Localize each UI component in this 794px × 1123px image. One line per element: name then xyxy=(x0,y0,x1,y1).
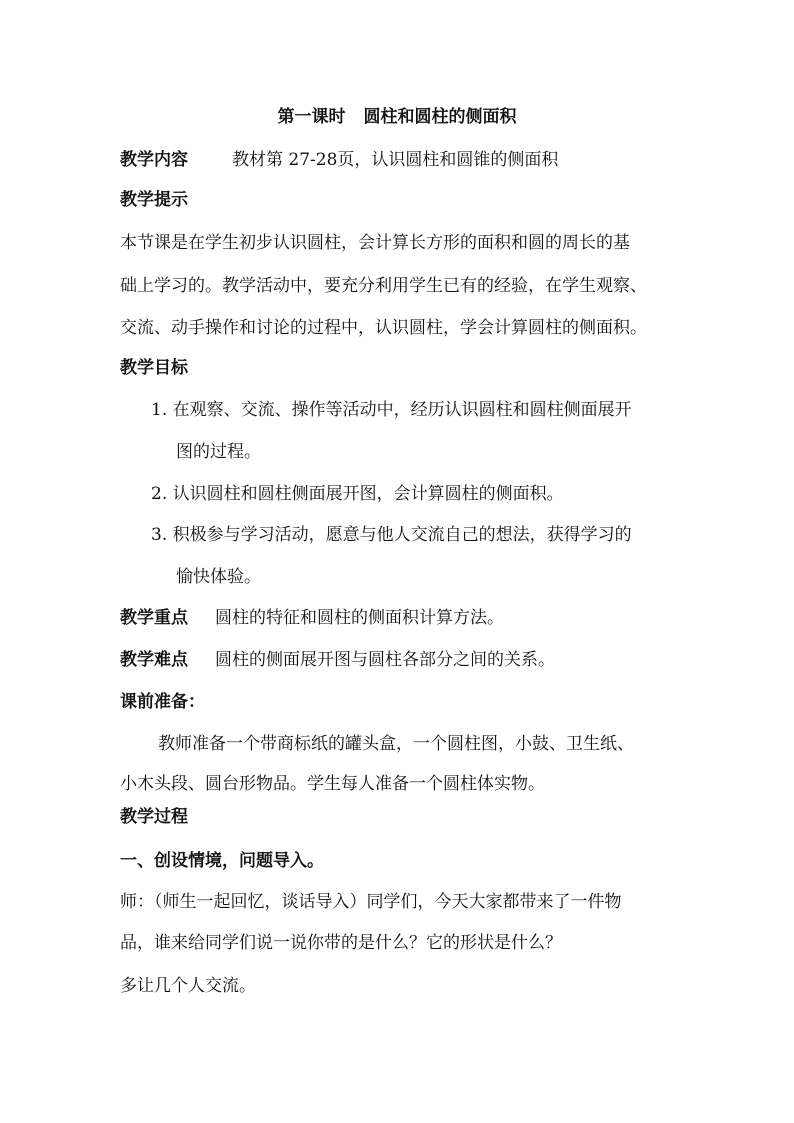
teaching-process-label: 教学过程 xyxy=(120,807,188,827)
teaching-focus-row xyxy=(120,607,504,629)
teaching-hint-line-3: 交流、动手操作和讨论的过程中，认识圆柱，学会计算圆柱的侧面积。 xyxy=(120,318,647,338)
goal-item-3 xyxy=(151,524,632,546)
teaching-content-label: 教学内容 xyxy=(120,150,188,170)
preparation-line-1: 教师准备一个带商标纸的罐头盒，一个圆柱图，小鼓、卫生纸、 xyxy=(158,734,634,754)
goal-text: 积极参与学习活动，愿意与他人交流自己的想法，获得学习的 xyxy=(172,525,632,545)
teaching-content-row xyxy=(120,149,558,171)
goal-number: 2. xyxy=(151,484,168,504)
process-line-2: 品，谁来给同学们说一说你带的是什么？它的形状是什么？ xyxy=(120,933,562,953)
goal-item-2 xyxy=(151,483,564,505)
teaching-hint-line-1: 本节课是在学生初步认识圆柱，会计算长方形的面积和圆的周长的基 xyxy=(120,233,630,253)
lesson-topic: 圆柱和圆柱的侧面积 xyxy=(363,107,517,127)
process-line-3: 多让几个人交流。 xyxy=(120,976,256,996)
process-line-1: 师：（师生一起回忆，谈话导入）同学们，今天大家都带来了一件物 xyxy=(120,892,622,912)
goal-number: 3. xyxy=(151,525,168,545)
teaching-focus-label: 教学重点 xyxy=(120,608,188,628)
section-heading-1: 一、创设情境，问题导入。 xyxy=(120,851,324,871)
teaching-focus-text: 圆柱的特征和圆柱的侧面积计算方法。 xyxy=(215,608,504,628)
preparation-label: 课前准备： xyxy=(120,692,205,712)
goal-number: 1. xyxy=(151,400,168,420)
lesson-title xyxy=(0,106,794,128)
goal-item-3-continued: 愉快体验。 xyxy=(176,567,261,587)
preparation-line-2: 小木头段、圆台形物品。学生每人准备一个圆柱体实物。 xyxy=(120,774,545,794)
lesson-number: 第一课时 xyxy=(277,107,346,127)
teaching-hint-line-2: 础上学习的。教学活动中，要充分利用学生已有的经验，在学生观察、 xyxy=(120,276,647,296)
goal-text: 在观察、交流、操作等活动中，经历认识圆柱和圆柱侧面展开 xyxy=(172,400,632,420)
teaching-hint-label: 教学提示 xyxy=(120,190,188,210)
teaching-difficulty-row xyxy=(120,649,555,671)
goal-item-1 xyxy=(151,399,632,421)
goal-text: 认识圆柱和圆柱侧面展开图，会计算圆柱的侧面积。 xyxy=(172,484,564,504)
teaching-difficulty-text: 圆柱的侧面展开图与圆柱各部分之间的关系。 xyxy=(215,650,555,670)
goal-item-1-continued: 图的过程。 xyxy=(176,442,261,462)
teaching-difficulty-label: 教学难点 xyxy=(120,650,188,670)
teaching-content-text: 教材第 27-28页，认识圆柱和圆锥的侧面积 xyxy=(232,150,559,170)
teaching-goals-label: 教学目标 xyxy=(120,358,188,378)
